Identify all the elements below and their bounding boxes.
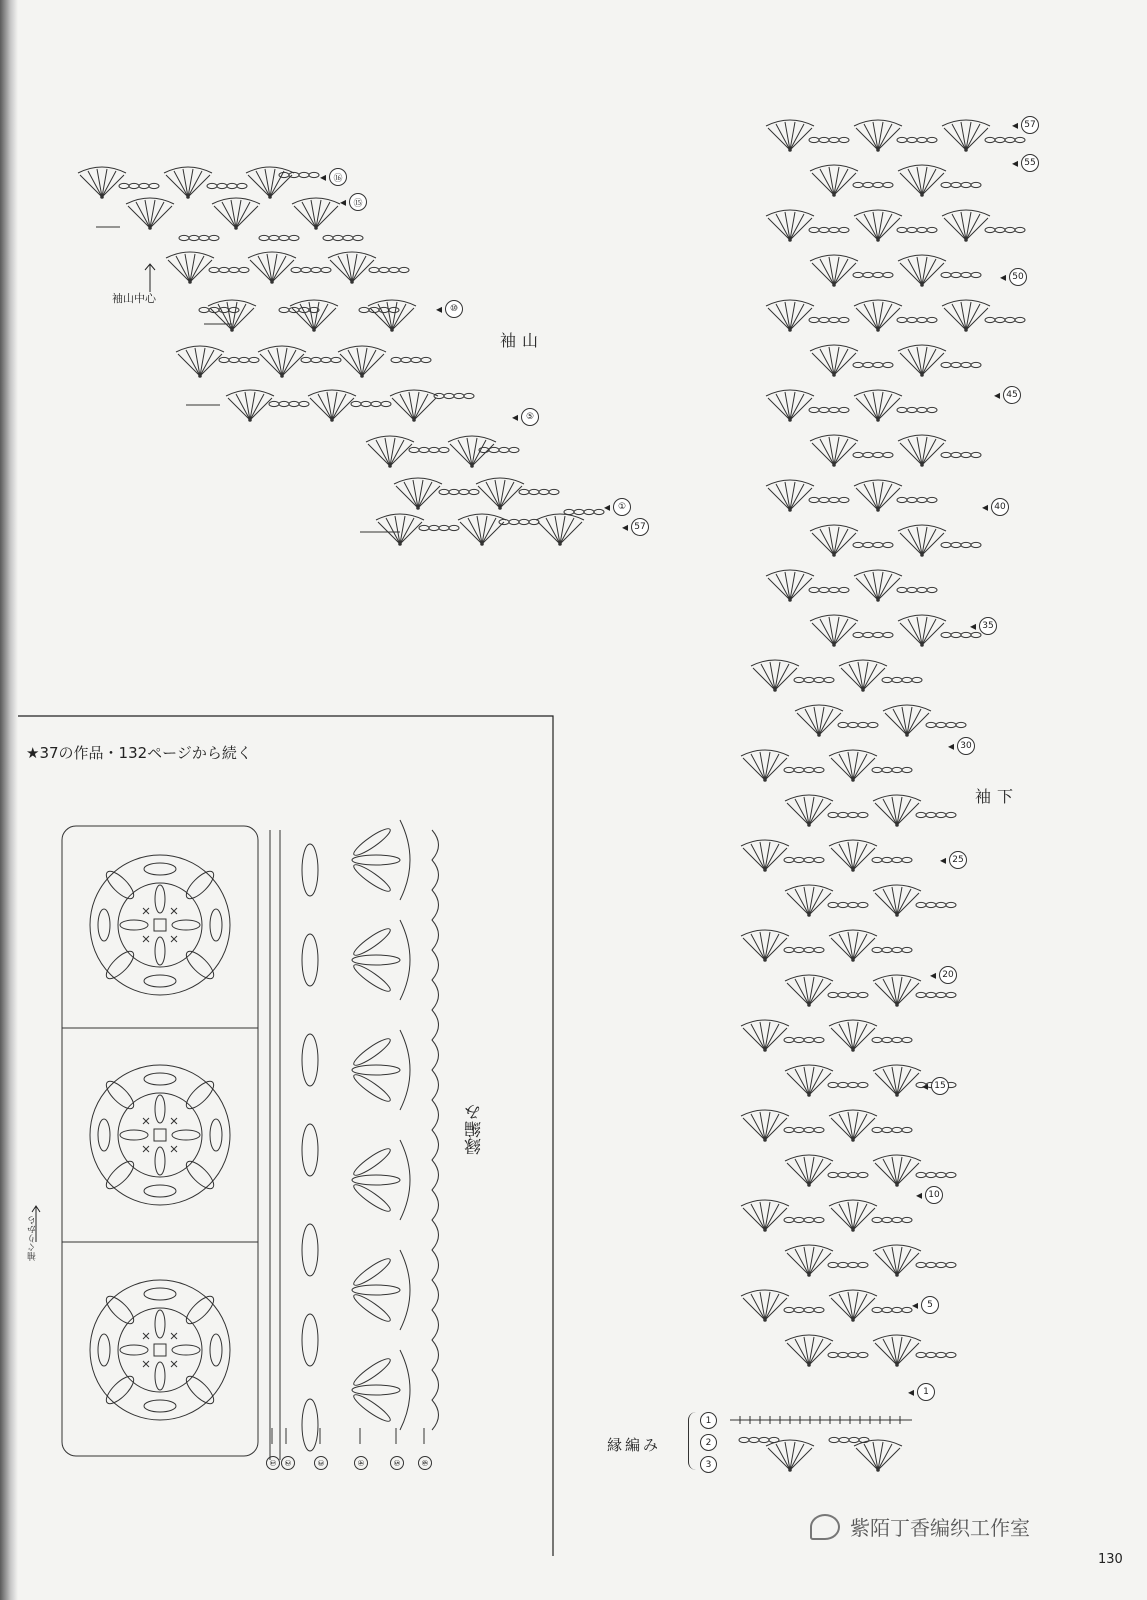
cap-row-5: ◂ ⑤ (512, 408, 539, 426)
underarm-row-marker: ◂ 5 (912, 1296, 939, 1314)
edging-bottom-marker-4: ④ (354, 1456, 368, 1470)
underarm-row-marker: ◂ 15 (922, 1077, 949, 1095)
sleeve-cap-chart (78, 167, 604, 546)
edging-bottom-marker-2: ② (281, 1456, 295, 1470)
underarm-row-marker: ◂ 57 (1012, 116, 1039, 134)
sleeve-center-arrow (145, 264, 155, 292)
edging-bottom-marker-1: ① (266, 1456, 280, 1470)
edge-knit-label: 縁編み (607, 1436, 662, 1454)
edge-row-1: 1 (700, 1412, 717, 1429)
page-number: 130 (1098, 1552, 1123, 1567)
underarm-row-marker: ◂ 50 (1000, 268, 1027, 286)
sleeve-underarm-chart (741, 120, 1025, 1367)
underarm-row-marker: ◂ 45 (994, 386, 1021, 404)
underarm-row-marker: ◂ 40 (982, 498, 1009, 516)
cap-row-1: ◂ ① (604, 498, 631, 516)
watermark (810, 1512, 1030, 1541)
edging-panel-title: ★37の作品・132ページから続く (26, 744, 252, 762)
edge-knit-brace (688, 1412, 699, 1470)
underarm-row-marker: ◂ 30 (948, 737, 975, 755)
edging-vertical-label: 縁編み (465, 1104, 485, 1155)
edging-side-label: 袖ぐりから (28, 1216, 38, 1261)
watermark-text: 紫陌丁香编织工作室 (850, 1516, 1030, 1540)
underarm-row-marker: ◂ 55 (1012, 154, 1039, 172)
sleeve-cap-label: 袖山 (500, 331, 545, 350)
underarm-row-marker: ◂ 20 (930, 966, 957, 984)
edging-bottom-marker-6: ⑥ (418, 1456, 432, 1470)
cap-row-16: ◂ ⑯ (320, 168, 347, 186)
sleeve-underarm-label: 袖下 (975, 787, 1020, 806)
edge-row-3: 3 (700, 1456, 717, 1473)
sleeve-center-label: 袖山中心 (112, 292, 156, 305)
cap-row-15: ◂ ⑮ (340, 193, 367, 211)
edge-knit-chart (730, 1416, 912, 1472)
underarm-row-marker: ◂ 10 (916, 1186, 943, 1204)
wechat-icon (810, 1514, 840, 1540)
underarm-row-marker: ◂ 35 (970, 617, 997, 635)
edge-row-2: 2 (700, 1434, 717, 1451)
cap-row-57: ◂ 57 (622, 518, 649, 536)
edging-bottom-marker-5: ⑤ (390, 1456, 404, 1470)
underarm-row-marker: ◂ 1 (908, 1383, 935, 1401)
underarm-row-marker: ◂ 25 (940, 851, 967, 869)
cap-row-10: ◂ ⑩ (436, 300, 463, 318)
edging-bottom-marker-3: ③ (314, 1456, 328, 1470)
edge-knit-rows (700, 1412, 717, 1478)
edging-motif-chart (62, 820, 439, 1460)
